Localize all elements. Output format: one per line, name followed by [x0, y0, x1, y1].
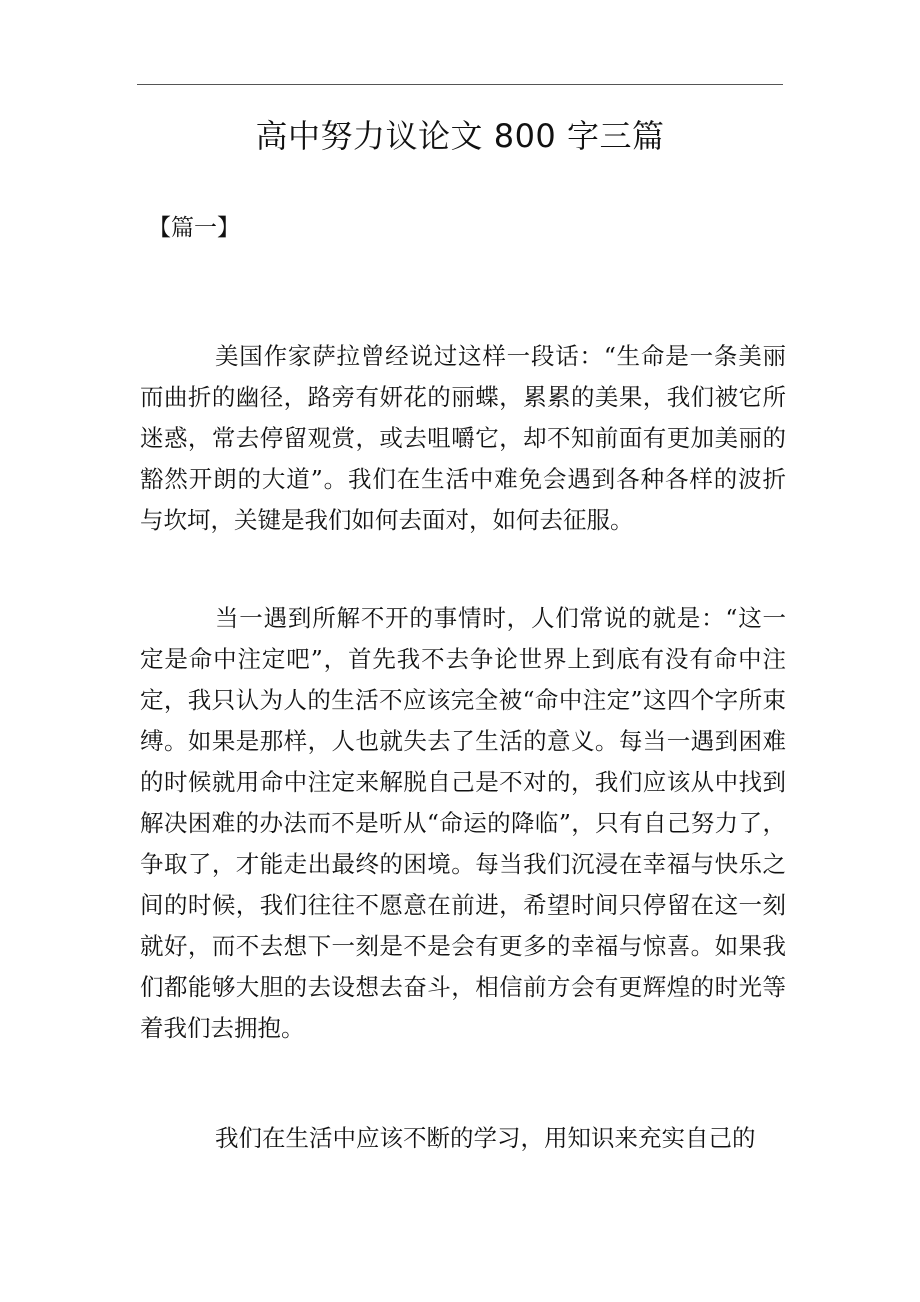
document-title: 高中努力议论文 800 字三篇 — [255, 117, 665, 155]
paragraph-1: 美国作家萨拉曾经说过这样一段话：“生命是一条美丽而曲折的幽径，路旁有妍花的丽蝶，累累的美果，我们被它所迷惑，常去停留观赏，或去咀嚼它，却不知前面有更加美丽的豁然开朗的大道”。我们在生活中难免会遇到各种各样的波折与坎坷，关键是我们如何去面对，如何去征服。 — [140, 342, 786, 534]
paragraph-3: 我们在生活中应该不断的学习，用知识来充实自己的 — [215, 1124, 756, 1152]
header-rule — [137, 84, 783, 85]
paragraph-2: 当一遇到所解不开的事情时，人们常说的就是：“这一定是命中注定吧”，首先我不去争论世界上到底有没有命中注定，我只认为人的生活不应该完全被“命中注定”这四个字所束缚。如果是那样，人也就失去了生活的意义。每当一遇到困难的时候就用命中注定来解脱自己是不对的，我们应该从中找到解决困难的办法而不是听从“命运的降临”，只有自己努力了，争取了，才能走出最终的困境。每当我们沉浸在幸福与快乐之间的时候，我们往往不愿意在前进，希望时间只停留在这一刻就好，而不去想下一刻是不是会有更多的幸福与惊喜。如果我们都能够大胆的去设想去奋斗，相信前方会有更辉煌的时光等着我们去拥抱。 — [140, 604, 786, 1042]
section-label: 【篇一】 — [148, 215, 240, 241]
